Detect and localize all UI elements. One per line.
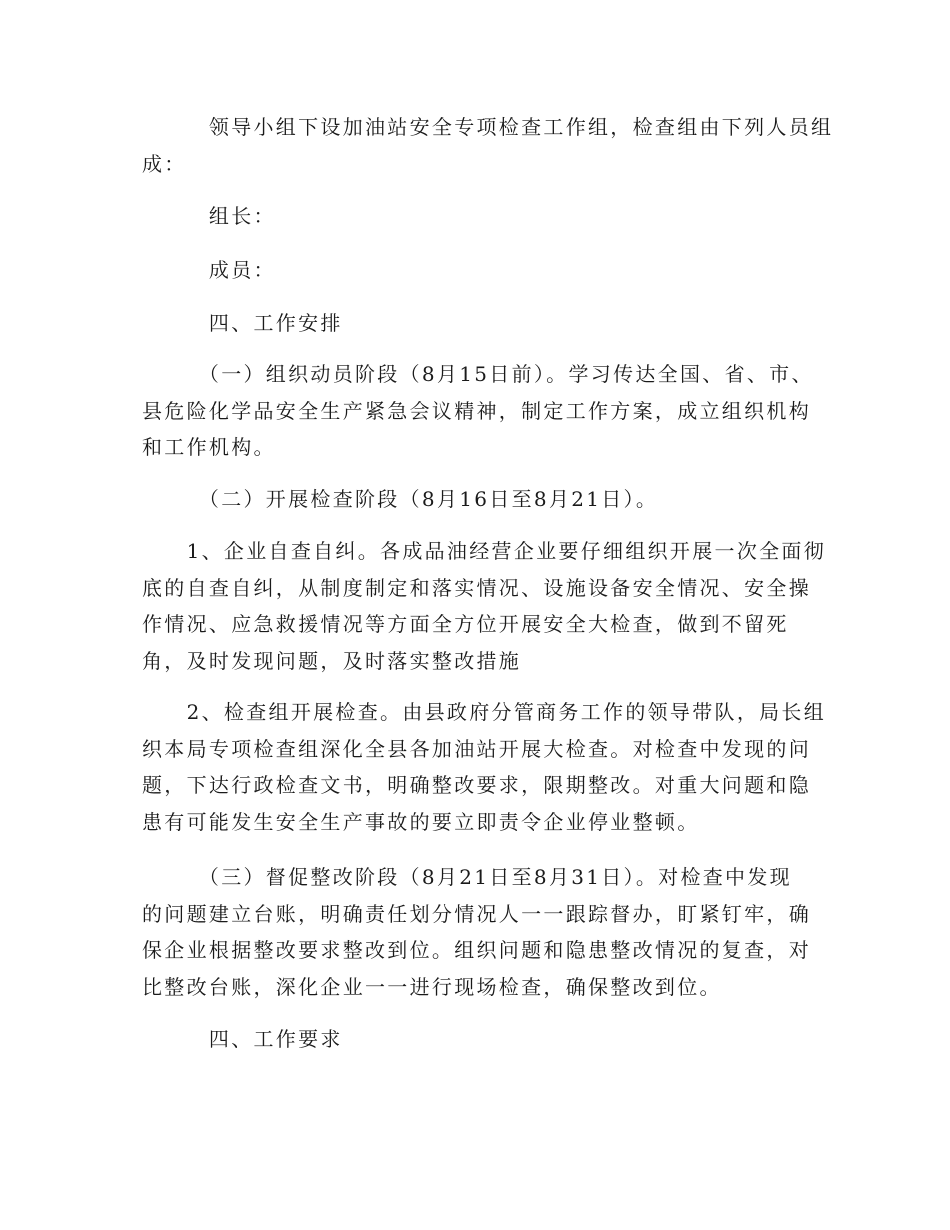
paragraph-mobilization-stage bbox=[142, 356, 812, 466]
text-line: 1、企业自查自纠。各成品油经营企业要仔细组织开展一次全面彻 bbox=[142, 539, 827, 563]
text-line: 成： bbox=[142, 151, 187, 176]
text-line: 患有可能发生安全生产事故的要立即责令企业停业整顿。 bbox=[142, 809, 700, 834]
text-line: （一）组织动员阶段（8月15日前）。学习传达全国、省、市、 bbox=[142, 362, 814, 386]
text-line: 四、工作安排 bbox=[142, 311, 343, 335]
heading-work-requirements bbox=[142, 1021, 812, 1058]
text-line: 比整改台账，深化企业一一进行现场检查，确保整改到位。 bbox=[142, 974, 722, 999]
text-line: 保企业根据整改要求整改到位。组织问题和隐患整改情况的复查，对 bbox=[142, 938, 811, 962]
text-line: 县危险化学品安全生产紧急会议精神，制定工作方案，成立组织机构 bbox=[142, 398, 811, 423]
paragraph-members bbox=[142, 252, 812, 289]
text-line: （三）督促整改阶段（8月21日至8月31日）。对检查中发现 bbox=[142, 865, 792, 889]
paragraph-group-leader bbox=[142, 198, 812, 235]
paragraph-self-inspection bbox=[142, 533, 827, 679]
paragraph-group-inspection bbox=[142, 694, 827, 840]
text-line: 和工作机构。 bbox=[142, 435, 276, 459]
paragraph-inspection-stage bbox=[142, 481, 812, 518]
text-line: 织本局专项检查组深化全县各加油站开展大检查。对检查中发现的问 bbox=[142, 736, 811, 761]
paragraph-rectification-stage bbox=[142, 859, 812, 1005]
text-line: 的问题建立台账，明确责任划分情况人一一跟踪督办，盯紧钉牢，确 bbox=[142, 901, 811, 926]
text-line: 作情况、应急救援情况等方面全方位开展安全大检查，做到不留死 bbox=[142, 612, 789, 636]
text-line: （二）开展检查阶段（8月16日至8月21日）。 bbox=[142, 487, 659, 511]
text-line: 成员： bbox=[142, 258, 276, 282]
text-line: 2、检查组开展检查。由县政府分管商务工作的领导带队，局长组 bbox=[142, 700, 827, 724]
text-line: 角，及时发现问题，及时落实整改措施 bbox=[142, 648, 522, 673]
paragraph-inspection-group bbox=[142, 109, 834, 182]
text-line: 领导小组下设加油站安全专项检查工作组，检查组由下列人员组 bbox=[142, 115, 834, 139]
text-line: 组长： bbox=[142, 204, 276, 228]
text-line: 四、工作要求 bbox=[142, 1027, 343, 1051]
text-line: 底的自查自纠，从制度制定和落实情况、设施设备安全情况、安全操 bbox=[142, 575, 811, 600]
heading-work-arrangement bbox=[142, 305, 812, 342]
text-line: 题，下达行政检查文书，明确整改要求，限期整改。对重大问题和隐 bbox=[142, 773, 811, 797]
